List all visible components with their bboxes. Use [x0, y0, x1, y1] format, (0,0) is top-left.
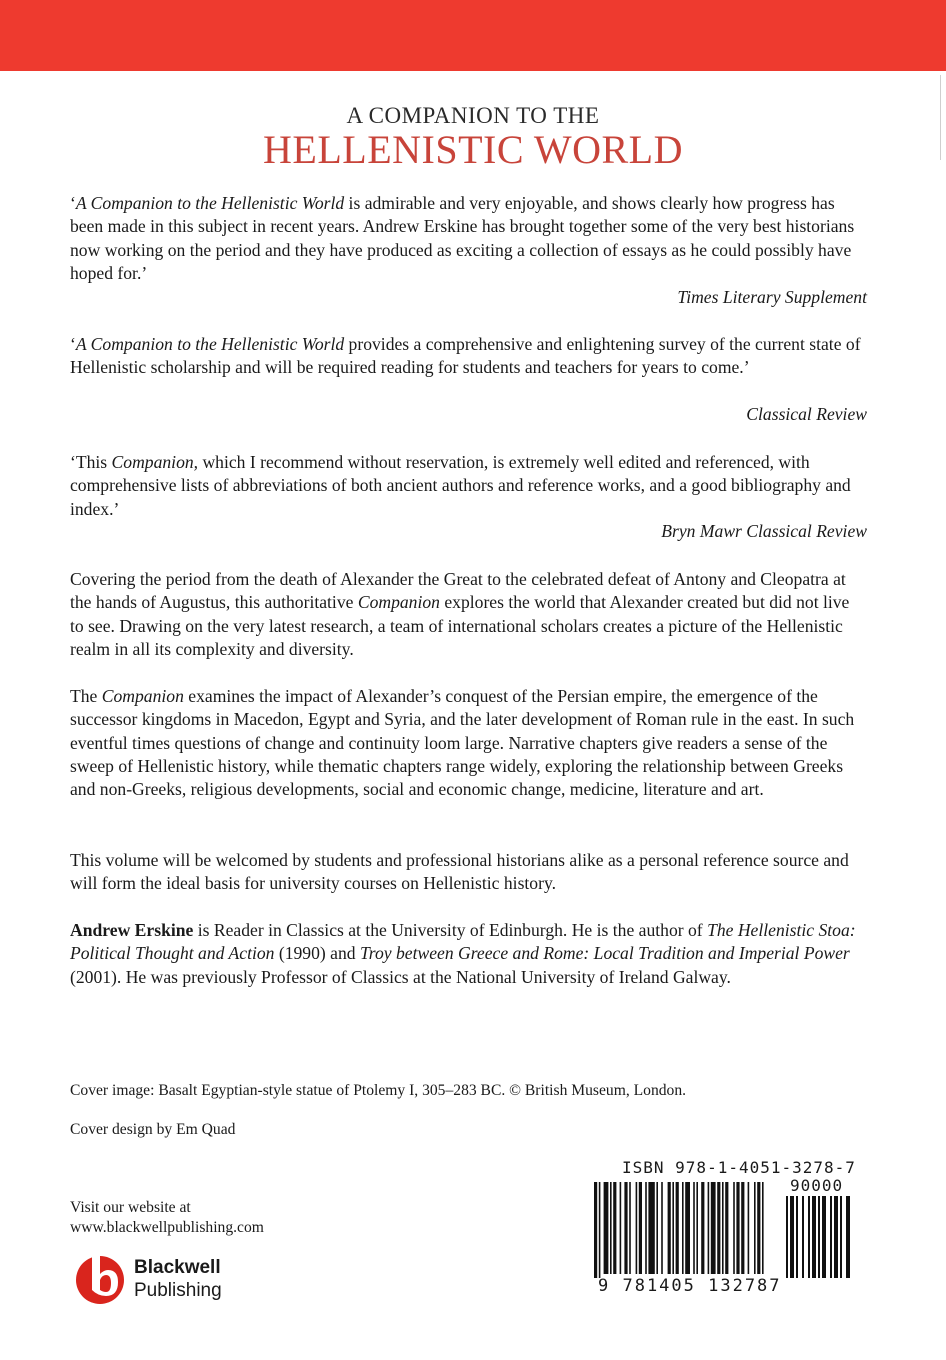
- addon-bar: [834, 1196, 838, 1278]
- addon-bar: [846, 1196, 850, 1278]
- review-source-3: Bryn Mawr Classical Review: [661, 521, 867, 541]
- review-quote-2: ‘A Companion to the Hellenistic World provides a comprehensive and enlightening survey of the current state of Hellenistic scholarship and will be required reading for students and teachers for years to come.’: [70, 334, 861, 378]
- addon-bar: [786, 1196, 788, 1278]
- barcode-bar: [604, 1182, 609, 1274]
- blackwell-logo-icon: [70, 1250, 130, 1304]
- barcode-bar: [620, 1182, 622, 1274]
- barcode-bar: [639, 1182, 642, 1274]
- addon-bar: [812, 1196, 816, 1278]
- review-source-1: Times Literary Supplement: [677, 287, 867, 307]
- barcode-bar: [682, 1182, 684, 1274]
- barcode-bar: [599, 1182, 601, 1278]
- review-quote-1: ‘A Companion to the Hellenistic World is admirable and very enjoyable, and shows clearly how progress has been made in this subject in recent years. Andrew Erskine has brought together some of the very best historians now working on the period and they have produced as exciting a collection of essays as he could possibly have hoped for.’: [70, 193, 855, 283]
- barcode-bar: [725, 1182, 728, 1274]
- cover-image-credit: Cover image: Basalt Egyptian-style statue of Ptolemy I, 305–283 BC. © British Museum, London.: [70, 1082, 687, 1099]
- website-url[interactable]: www.blackwellpublishing.com: [70, 1219, 264, 1236]
- barcode-bar: [717, 1182, 720, 1274]
- addon-bar: [808, 1196, 810, 1278]
- addon-bar: [802, 1196, 804, 1278]
- barcode-bar: [624, 1182, 627, 1274]
- review-source-2: Classical Review: [746, 404, 867, 424]
- barcode-bar: [676, 1182, 679, 1274]
- barcode-bar: [668, 1182, 671, 1274]
- barcode-bar: [685, 1182, 690, 1274]
- barcode-bar: [613, 1182, 616, 1274]
- barcode-bar: [708, 1182, 710, 1274]
- barcode-bar: [636, 1182, 638, 1274]
- website-line-1: Visit our website at: [70, 1199, 191, 1216]
- review-quote-3: ‘This Companion, which I recommend without reservation, is extremely well edited and referenced, with comprehensive lists of abbreviations of both ancient authors and reference works, and a good bibliography and index.’: [70, 452, 851, 519]
- barcode-bar: [645, 1182, 647, 1274]
- barcode-bar: [693, 1182, 695, 1274]
- author-bio: Andrew Erskine is Reader in Classics at the University of Edinburgh. He is the author of The Hellenistic Stoa: Political Thought and Action (1990) and Troy between Greece and Rome: Local Tradition and Imperial Power (2001). He was previously Professor of Classics at the National University of Ireland Galway.: [70, 920, 856, 987]
- title-line-2: HELLENISTIC WORLD: [263, 127, 683, 172]
- barcode-digits: 9 781405 132787: [598, 1276, 782, 1296]
- addon-bar: [840, 1196, 842, 1278]
- barcode-bar: [648, 1182, 654, 1274]
- publisher-name: Blackwell Publishing: [134, 1257, 222, 1301]
- barcode-bar: [656, 1182, 658, 1274]
- barcode-bar: [661, 1182, 663, 1274]
- barcode-bar: [736, 1182, 739, 1274]
- barcode-addon-digits: 90000: [790, 1176, 844, 1195]
- addon-bar: [830, 1196, 832, 1278]
- isbn-text: ISBN 978-1-4051-3278-7: [622, 1158, 856, 1177]
- author-name: Andrew Erskine: [70, 920, 194, 940]
- barcode-bar: [711, 1182, 716, 1274]
- barcode-bar: [748, 1182, 750, 1274]
- barcode-bar: [762, 1182, 764, 1274]
- addon-bar: [790, 1196, 794, 1278]
- barcode-bar: [757, 1182, 760, 1274]
- addon-bar: [796, 1196, 798, 1278]
- description-paragraph-3: This volume will be welcomed by students and professional historians alike as a personal reference source and will form the ideal basis for university courses on Hellenistic history.: [70, 850, 849, 894]
- barcode-bar: [594, 1182, 597, 1278]
- barcode-bar: [701, 1182, 704, 1274]
- addon-bar: [822, 1196, 826, 1278]
- barcode-bar: [754, 1182, 756, 1274]
- barcode-bar: [741, 1182, 744, 1274]
- cover-design-credit: Cover design by Em Quad: [70, 1121, 236, 1138]
- description-paragraph-2: The Companion examines the impact of Alexander’s conquest of the Persian empire, the emergence of the successor kingdoms in Macedon, Egypt and Syria, and the later development of Roman rule in the east. In such eventful times questions of change and continuity loom large. Narrative chapters give readers a sense of the sweep of Hellenistic history, while thematic chapters range widely, exploring the relationship between Greeks and non-Greeks, religious developments, social and economic change, medicine, literature and art.: [70, 686, 855, 800]
- barcode-bar: [629, 1182, 631, 1274]
- addon-bar: [818, 1196, 820, 1278]
- barcode-bar: [722, 1182, 724, 1274]
- top-color-band: [0, 0, 946, 71]
- barcode-bar: [672, 1182, 674, 1274]
- title-line-1: A COMPANION TO THE: [346, 103, 600, 128]
- barcode-bar: [696, 1182, 698, 1274]
- barcode-bar: [610, 1182, 612, 1274]
- barcode-bar: [733, 1182, 735, 1274]
- description-paragraph-1: Covering the period from the death of Alexander the Great to the celebrated defeat of Antony and Cleopatra at the hands of Augustus, this authoritative Companion explores the world that Alexander created but did not live to see. Drawing on the very latest research, a team of international scholars creates a picture of the Hellenistic realm in all its complexity and diversity.: [70, 569, 850, 659]
